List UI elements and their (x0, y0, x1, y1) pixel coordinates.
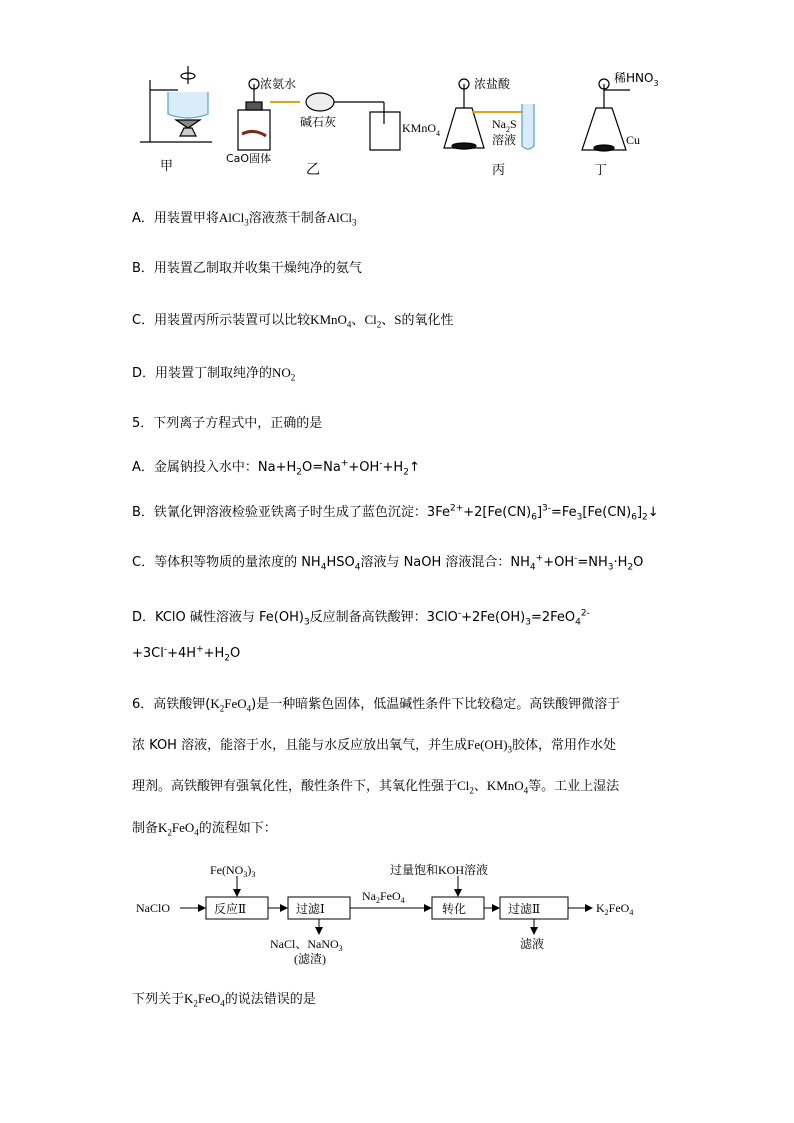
flow-koh: 过量饱和KOH溶液 (390, 863, 488, 877)
q6-line-1: 6．高铁酸钾$(K_2FeO_4)$是一种暗紫色固体，低温碱性条件下比较稳定。高铁酸钾微溶于 (132, 696, 621, 714)
label-ding-top-sub: 3 (653, 79, 659, 88)
label-kmno4-sub: 4 (436, 129, 441, 138)
svg-text:Fe(NO3)3: $Fe(NO_3)_3$ (210, 863, 256, 879)
label-ding: 丁 (594, 163, 608, 178)
flow-naclo: NaClO (136, 901, 170, 915)
svg-text:NaCl、NaNO3: NaCl、NaNO$_3$ (270, 937, 343, 953)
flow-feno3: Fe(NO (210, 863, 244, 877)
apparatus-figure (130, 62, 690, 182)
flow-na2feo4: Na (362, 889, 376, 903)
q5-option-b: B．铁氰化钾溶液检验亚铁离子时生成了蓝色沉淀：$3Fe^{2+}+2[Fe(CN)_6]^{3-}=Fe_3[Fe(CN)_6]_2↓$ (132, 503, 659, 523)
q6-line-3: 理剂。高铁酸钾有强氧化性，酸性条件下，其氧化性强于$Cl_2$、KMnO$_4$等。工业上湿法 (132, 778, 620, 796)
label-jia: 甲 (160, 159, 174, 174)
process-flowchart (130, 860, 670, 970)
q4-option-c: C．用装置丙所示装置可以比较KMnO$_4$、$Cl_2$、S的氧化性 (132, 312, 454, 330)
svg-text:稀HNO3 (614, 70, 659, 88)
label-cu: Cu (626, 133, 641, 147)
flow-convert: 转化 (442, 902, 467, 916)
svg-text:Na2FeO4: $Na_2FeO_4$ (362, 889, 405, 905)
q4-option-d: D．用装置丁制取纯净的$NO_2$ (132, 365, 296, 383)
q6-question: 下列关于$K_2FeO_4$的说法错误的是 (132, 991, 316, 1009)
q5-option-d-cont: $+3Cl^-+4H^++H_2O$ (132, 644, 241, 664)
q5-option-d: D．KClO 碱性溶液与 $Fe(OH)_3$反应制备高铁酸钾：$3ClO^-+2Fe(OH)_3=2FeO_4^{2-}$ (132, 608, 590, 628)
label-yi-soda: 碱石灰 (300, 115, 337, 129)
q5-stem: 5．下列离子方程式中，正确的是 (132, 416, 323, 431)
svg-text:KMnO4 (402, 121, 440, 138)
svg-text:K2FeO4: $K_2FeO_4$ (596, 901, 634, 917)
label-yi-top: 浓氨水 (260, 77, 297, 91)
flow-filter1: 过滤Ⅰ (296, 902, 325, 916)
label-yi: 乙 (306, 162, 320, 178)
label-bing-top: 浓盐酸 (474, 77, 511, 91)
q5-option-a: A．金属钠投入水中：$Na+H_2O=Na^++OH^-+H_2↑$ (132, 458, 420, 478)
label-bing: 丙 (492, 163, 506, 178)
label-ding-top: 稀HNO (614, 71, 654, 85)
q4-option-a: A．用装置甲将AlCl$_3$溶液蒸干制备AlCl$_3$ (132, 210, 357, 228)
flow-residue: NaCl、NaNO (270, 937, 339, 951)
flow-residue-label: (滤渣) (294, 952, 326, 966)
q5-option-c: C．等体积等物质的量浓度的 $NH_4HSO_4$溶液与 NaOH 溶液混合：$NH_4^++OH^-=NH_3\cdot H_2O$ (132, 553, 644, 573)
svg-text:Na2S (492, 117, 517, 134)
flow-react2: 反应Ⅱ (214, 902, 247, 916)
q6-line-2: 浓 KOH 溶液，能溶于水，且能与水反应放出氧气，并生成$Fe(OH)_3$胶体，常用作水处 (132, 737, 617, 755)
label-bing-sol: 溶液 (492, 133, 517, 147)
flow-filtrate: 滤液 (520, 937, 545, 951)
apparatus-jia (140, 66, 212, 142)
q4-option-b: B．用装置乙制取并收集干燥纯净的氨气 (132, 261, 362, 276)
q6-line-4: 制备$K_2FeO_4$的流程如下： (132, 820, 277, 838)
label-na2s-b: S (510, 117, 517, 131)
apparatus-ding (582, 79, 630, 151)
label-na2s-a: Na (492, 117, 506, 131)
flow-product: K (596, 901, 605, 915)
label-na2s-sub: 2 (506, 125, 510, 134)
flow-filter2: 过滤Ⅱ (508, 902, 541, 916)
label-kmno4: KMnO (402, 121, 437, 135)
label-yi-solid: CaO固体 (226, 152, 272, 165)
